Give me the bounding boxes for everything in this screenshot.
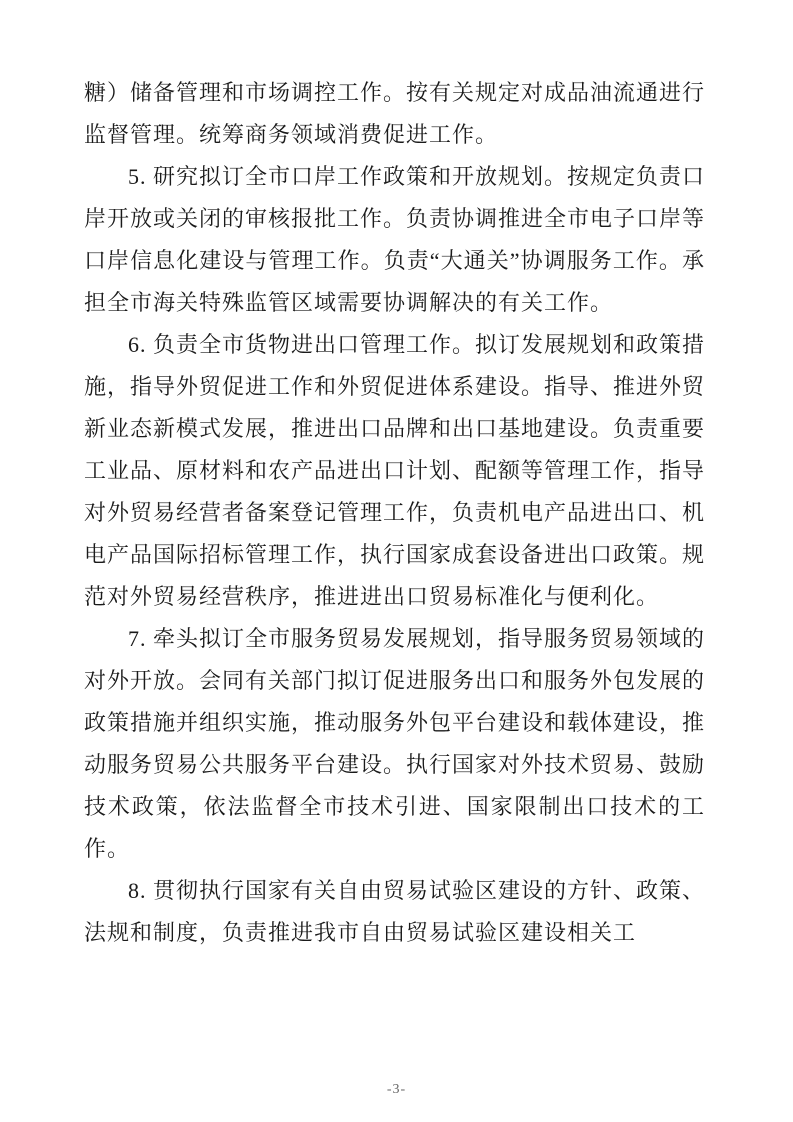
- paragraph-item-8: 8. 贯彻执行国家有关自由贸易试验区建设的方针、政策、法规和制度，负责推进我市自由贸易试验区建设相关工: [84, 878, 706, 945]
- paragraph-item-6: 6. 负责全市货物进出口管理工作。拟订发展规划和政策措施，指导外贸促进工作和外贸促进体系建设。指导、推进外贸新业态新模式发展，推进出口品牌和出口基地建设。负责重要工业品、原材料和农产品进出口计划、配额等管理工作，指导对外贸易经营者备案登记管理工作，负责机电产品进出口、机电产品国际招标管理工作，执行国家成套设备进出口政策。规范对外贸易经营秩序，推进进出口贸易标准化与便利化。: [84, 332, 706, 609]
- paragraph-item-7: 7. 牵头拟订全市服务贸易发展规划，指导服务贸易领域的对外开放。会同有关部门拟订促进服务出口和服务外包发展的政策措施并组织实施，推动服务外包平台建设和载体建设，推动服务贸易公共服务平台建设。执行国家对外技术贸易、鼓励技术政策，依法监督全市技术引进、国家限制出口技术的工作。: [84, 626, 706, 861]
- page-number: -3-: [386, 1082, 407, 1097]
- document-body: [84, 72, 705, 954]
- paragraph-continuation: 糖）储备管理和市场调控工作。按有关规定对成品油流通进行监督管理。统筹商务领域消费促进工作。: [84, 80, 706, 147]
- page-footer: [0, 1080, 793, 1098]
- paragraph-item-5: 5. 研究拟订全市口岸工作政策和开放规划。按规定负责口岸开放或关闭的审核报批工作。负责协调推进全市电子口岸等口岸信息化建设与管理工作。负责“大通关”协调服务工作。承担全市海关特殊监管区域需要协调解决的有关工作。: [84, 164, 706, 315]
